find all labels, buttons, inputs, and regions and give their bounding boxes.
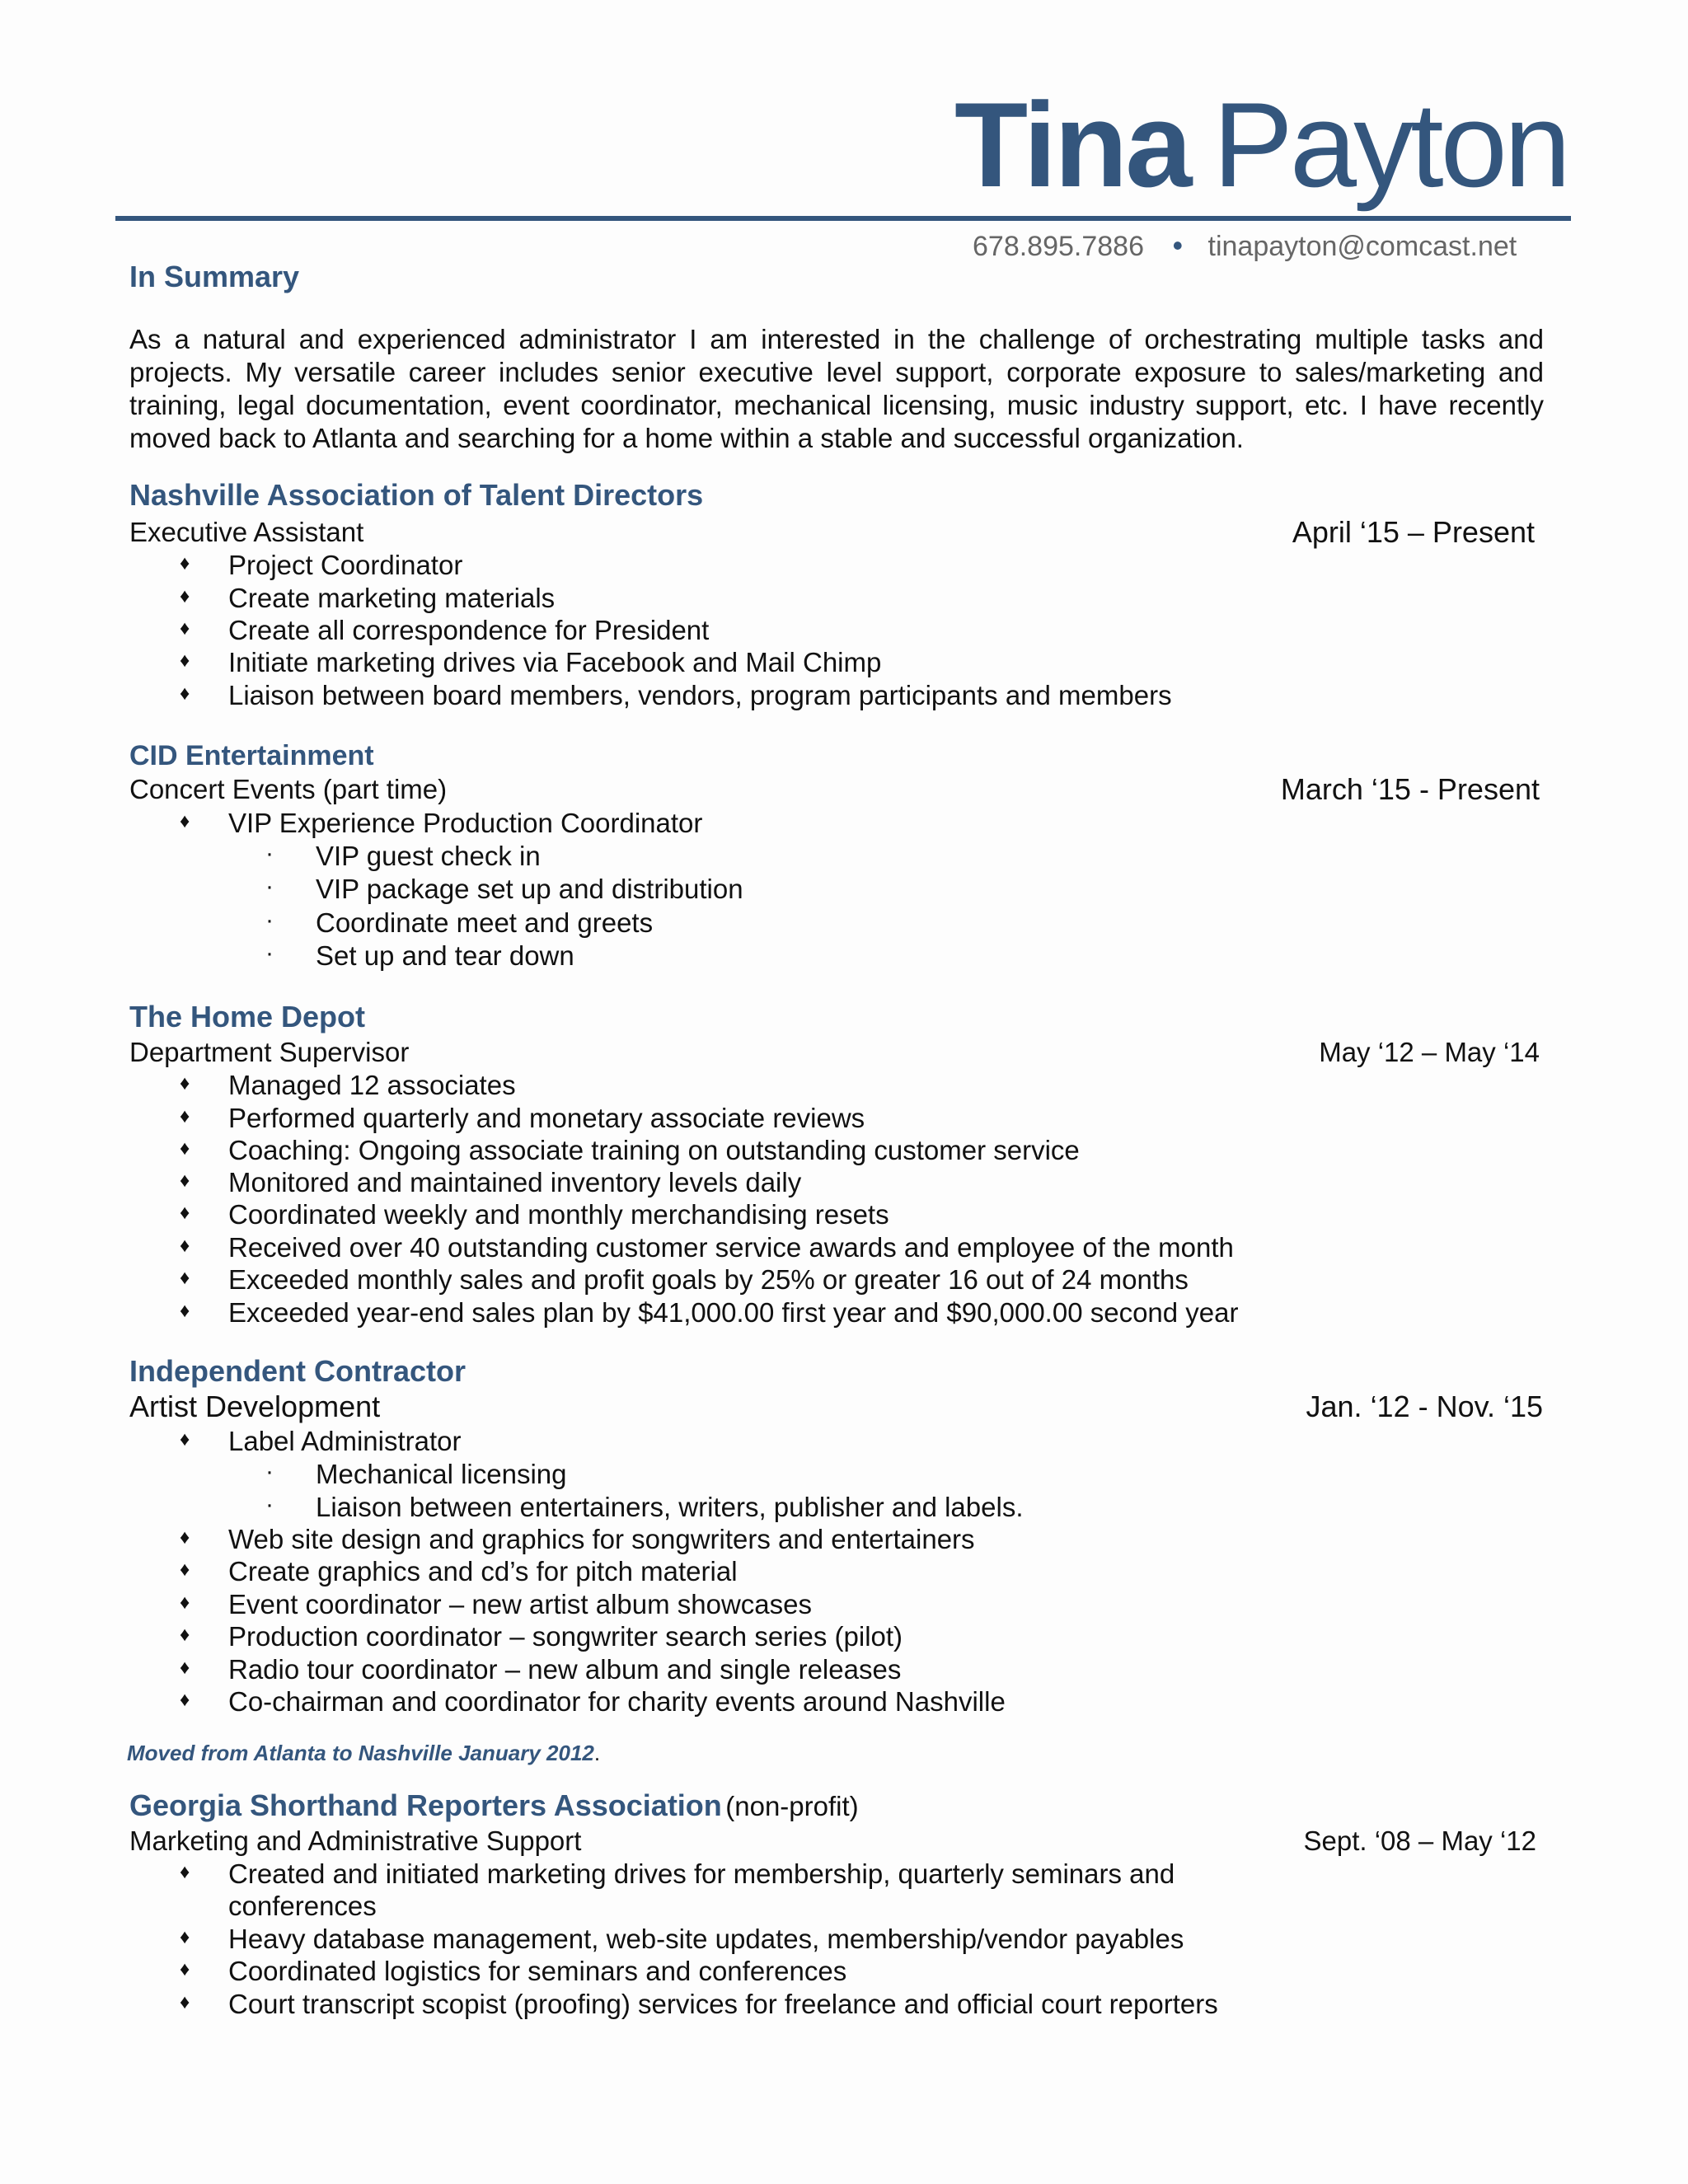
list-item: Performed quarterly and monetary associate reviews bbox=[228, 1103, 865, 1133]
last-name: Payton bbox=[1212, 77, 1568, 212]
list-item: Create all correspondence for President bbox=[228, 615, 710, 645]
bullet-diamond: ♦ bbox=[180, 1558, 190, 1581]
bullet-diamond: ♦ bbox=[180, 1105, 190, 1127]
bullet-diamond: ♦ bbox=[180, 649, 190, 672]
list-item: Exceeded year-end sales plan by $41,000.00 first year and $90,000.00 second year bbox=[228, 1297, 1239, 1328]
job-title: Concert Events (part time) bbox=[129, 774, 448, 804]
list-item: Received over 40 outstanding customer service awards and employee of the month bbox=[228, 1232, 1234, 1263]
bullet-diamond: ♦ bbox=[180, 552, 190, 574]
list-item: VIP Experience Production Coordinator bbox=[228, 808, 703, 838]
bullet-diamond: ♦ bbox=[180, 1958, 190, 1980]
contact-separator: • bbox=[1172, 228, 1184, 262]
bullet-diamond: ♦ bbox=[180, 1861, 190, 1883]
list-item: Heavy database management, web-site updates, membership/vendor payables bbox=[228, 1924, 1184, 1954]
list-item: Label Administrator bbox=[228, 1426, 462, 1456]
job-title: Artist Development bbox=[129, 1390, 381, 1423]
bullet-diamond: ♦ bbox=[180, 1428, 190, 1451]
bullet-diamond: ♦ bbox=[180, 1689, 190, 1711]
bullet-dot: · bbox=[265, 940, 274, 967]
sub-list-item: VIP guest check in bbox=[316, 841, 541, 871]
list-item: Liaison between board members, vendors, program participants and members bbox=[228, 680, 1172, 710]
contact-line bbox=[973, 228, 1517, 263]
sub-list-item: Coordinate meet and greets bbox=[316, 907, 654, 938]
job-dates: March ‘15 - Present bbox=[1280, 772, 1540, 806]
list-item: Initiate marketing drives via Facebook and Mail Chimp bbox=[228, 647, 882, 677]
bullet-dot: · bbox=[265, 1458, 274, 1485]
list-item: Production coordinator – songwriter search series (pilot) bbox=[228, 1621, 903, 1652]
bullet-diamond: ♦ bbox=[180, 1202, 190, 1224]
sub-list-item: VIP package set up and distribution bbox=[316, 874, 743, 904]
job-org: Independent Contractor bbox=[129, 1354, 467, 1388]
bullet-diamond: ♦ bbox=[180, 617, 190, 640]
job-dates: Sept. ‘08 – May ‘12 bbox=[1303, 1825, 1536, 1856]
list-item: Create marketing materials bbox=[228, 583, 556, 613]
list-item: Managed 12 associates bbox=[228, 1070, 516, 1100]
relocation-note-text: Moved from Atlanta to Nashville January 2012 bbox=[127, 1741, 594, 1765]
resume-name bbox=[954, 76, 1568, 214]
job-org-line bbox=[129, 1788, 859, 1823]
bullet-diamond: ♦ bbox=[180, 1267, 190, 1289]
bullet-diamond: ♦ bbox=[180, 1526, 190, 1549]
list-item: Coordinated logistics for seminars and conferences bbox=[228, 1956, 847, 1986]
bullet-dot: · bbox=[265, 1491, 274, 1518]
bullet-diamond: ♦ bbox=[180, 1991, 190, 2013]
summary-text: As a natural and experienced administrator I am interested in the challenge of orchestrating multiple tasks and projects. My versatile career includes senior executive level support, corporate exposure to sales/marketing and training, legal documentation, event coordinator, mechanical licensing, music industry support, etc. I have recently moved back to Atlanta and searching for a home within a stable and successful organization. bbox=[129, 324, 1544, 453]
list-item: Project Coordinator bbox=[228, 550, 463, 580]
list-item: Web site design and graphics for songwriters and entertainers bbox=[228, 1524, 975, 1554]
job-org: CID Entertainment bbox=[129, 740, 374, 771]
job-dates: Jan. ‘12 - Nov. ‘15 bbox=[1306, 1390, 1543, 1423]
bullet-dot: · bbox=[265, 840, 274, 867]
bullet-diamond: ♦ bbox=[180, 1657, 190, 1679]
list-item: Event coordinator – new artist album showcases bbox=[228, 1589, 813, 1619]
bullet-diamond: ♦ bbox=[180, 1591, 190, 1614]
bullet-dot: · bbox=[265, 907, 274, 934]
first-name: Tina bbox=[954, 77, 1190, 212]
sub-list-item: Liaison between entertainers, writers, publisher and labels. bbox=[316, 1492, 1024, 1522]
list-item: Coaching: Ongoing associate training on outstanding customer service bbox=[228, 1135, 1080, 1165]
sub-list-item: Mechanical licensing bbox=[316, 1459, 567, 1489]
bullet-diamond: ♦ bbox=[180, 1169, 190, 1192]
email-link[interactable]: tinapayton@comcast.net bbox=[1207, 231, 1517, 262]
job-org-note: (non-profit) bbox=[725, 1791, 859, 1821]
job-org: Georgia Shorthand Reporters Association bbox=[129, 1788, 722, 1822]
sub-list-item: Set up and tear down bbox=[316, 940, 574, 971]
phone: 678.895.7886 bbox=[973, 231, 1144, 262]
list-item: Coordinated weekly and monthly merchandising resets bbox=[228, 1199, 889, 1230]
relocation-note bbox=[127, 1741, 600, 1766]
list-item: Create graphics and cd’s for pitch material bbox=[228, 1556, 738, 1586]
list-item: Monitored and maintained inventory levels daily bbox=[228, 1167, 802, 1197]
job-dates: April ‘15 – Present bbox=[1292, 515, 1535, 549]
job-title: Department Supervisor bbox=[129, 1037, 410, 1067]
bullet-diamond: ♦ bbox=[180, 585, 190, 607]
job-title: Executive Assistant bbox=[129, 517, 364, 547]
job-org: Nashville Association of Talent Directors bbox=[129, 478, 704, 512]
bullet-diamond: ♦ bbox=[180, 1624, 190, 1646]
summary-heading: In Summary bbox=[129, 260, 300, 293]
bullet-diamond: ♦ bbox=[180, 810, 190, 832]
bullet-dot: · bbox=[265, 873, 274, 900]
job-org: The Home Depot bbox=[129, 1000, 366, 1033]
bullet-diamond: ♦ bbox=[180, 1137, 190, 1160]
bullet-diamond: ♦ bbox=[180, 1235, 190, 1257]
bullet-diamond: ♦ bbox=[180, 1072, 190, 1094]
bullet-diamond: ♦ bbox=[180, 1300, 190, 1322]
job-title: Marketing and Administrative Support bbox=[129, 1825, 582, 1856]
bullet-diamond: ♦ bbox=[180, 682, 190, 705]
list-item: Exceeded monthly sales and profit goals by 25% or greater 16 out of 24 months bbox=[228, 1264, 1189, 1295]
job-dates: May ‘12 – May ‘14 bbox=[1319, 1037, 1540, 1067]
list-item: Co-chairman and coordinator for charity events around Nashville bbox=[228, 1686, 1006, 1717]
list-item: Radio tour coordinator – new album and single releases bbox=[228, 1654, 902, 1685]
header-rule bbox=[115, 216, 1571, 221]
list-item-continuation: conferences bbox=[228, 1891, 377, 1921]
list-item: Created and initiated marketing drives for membership, quarterly seminars and bbox=[228, 1858, 1175, 1889]
list-item: Court transcript scopist (proofing) services for freelance and official court reporters bbox=[228, 1989, 1218, 2019]
bullet-diamond: ♦ bbox=[180, 1926, 190, 1948]
relocation-note-period: . bbox=[593, 1741, 601, 1765]
